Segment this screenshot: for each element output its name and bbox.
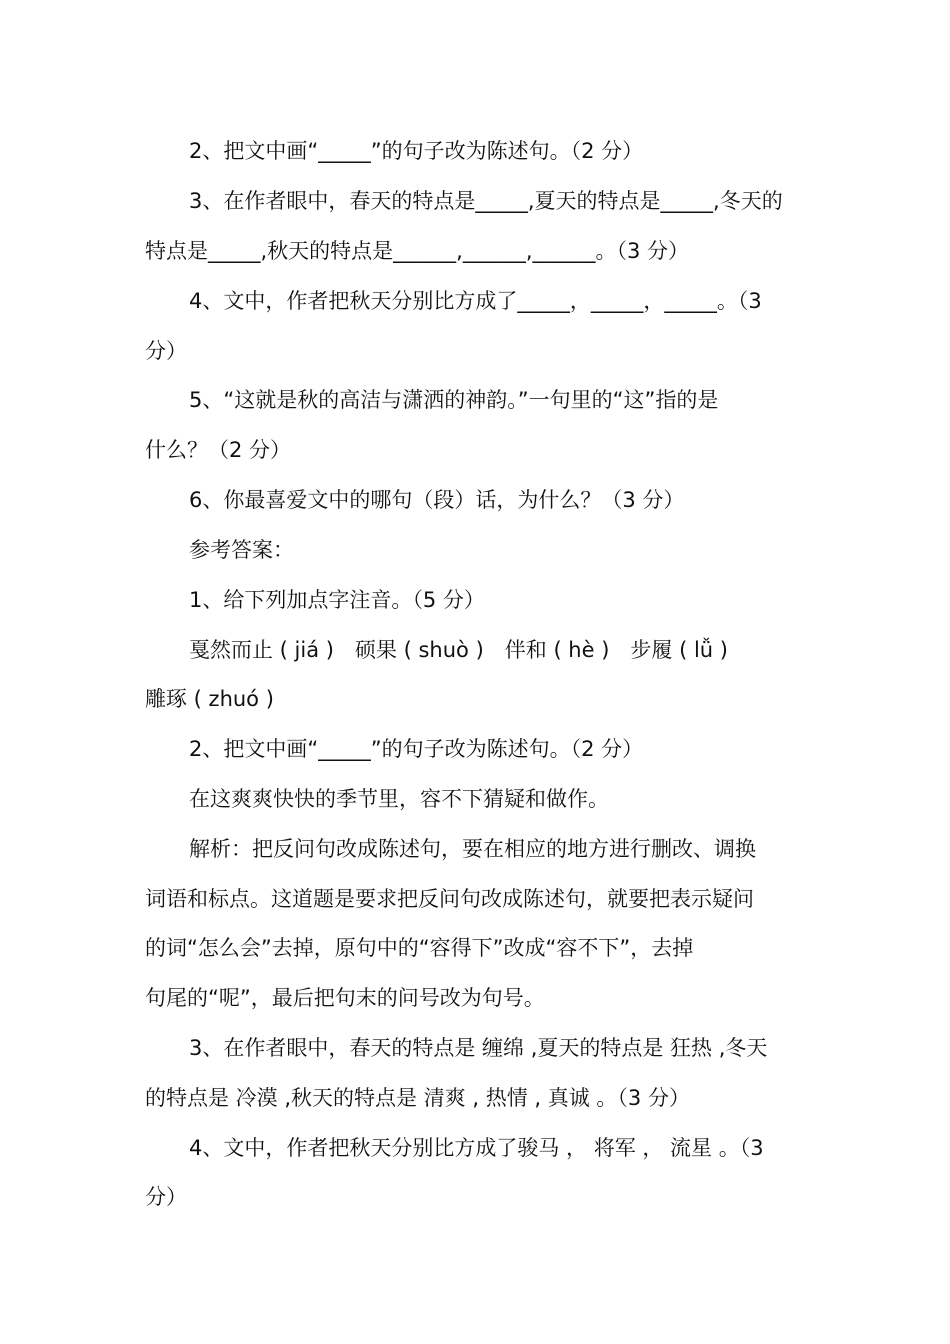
answer-2-explanation-line-4: 句尾的“呢”，最后把句末的问号改为句号。 bbox=[145, 986, 545, 1010]
answer-4-line-2: 分） bbox=[145, 1185, 187, 1209]
question-4-line-2: 分） bbox=[145, 339, 187, 363]
answer-2-explanation-line-1: 解析：把反问句改成陈述句，要在相应的地方进行删改、调换 bbox=[189, 837, 756, 861]
answer-1-line-1: 戛然而止 ( jiá ) 硕果 ( shuò ) 伴和 ( hè ) 步履 ( lǚ ) bbox=[189, 638, 728, 662]
answer-4-line-1: 4、文中，作者把秋天分别比方成了骏马 ， 将军 ， 流星 。（3 bbox=[189, 1136, 764, 1160]
answer-2-title: 2、把文中画“_____”的句子改为陈述句。（2 分） bbox=[189, 737, 644, 761]
answer-2-explanation-line-3: 的词“怎么会”去掉，原句中的“容得下”改成“容不下”，去掉 bbox=[145, 936, 694, 960]
question-2: 2、把文中画“_____”的句子改为陈述句。（2 分） bbox=[189, 139, 644, 163]
answer-1-line-2: 雕琢 ( zhuó ) bbox=[145, 687, 274, 711]
answer-1-title: 1、给下列加点字注音。（5 分） bbox=[189, 588, 485, 612]
answer-3-line-1: 3、在作者眼中，春天的特点是 缠绵 ,夏天的特点是 狂热 ,冬天 bbox=[189, 1036, 768, 1060]
question-3-line-2: 特点是_____,秋天的特点是______,______,______。（3 分） bbox=[145, 239, 690, 263]
question-3-line-1: 3、在作者眼中，春天的特点是_____,夏天的特点是_____,冬天的 bbox=[189, 189, 783, 213]
question-4-line-1: 4、文中，作者把秋天分别比方成了_____，_____，_____。（3 bbox=[189, 289, 762, 313]
question-6: 6、你最喜爱文中的哪句（段）话，为什么？（3 分） bbox=[189, 488, 685, 512]
question-5-line-1: 5、“这就是秋的高洁与潇洒的神韵。”一句里的“这”指的是 bbox=[189, 388, 719, 412]
answer-3-line-2: 的特点是 冷漠 ,秋天的特点是 清爽 , 热情 , 真诚 。（3 分） bbox=[145, 1086, 690, 1110]
answers-heading: 参考答案： bbox=[189, 538, 294, 562]
answer-2-text: 在这爽爽快快的季节里，容不下猜疑和做作。 bbox=[189, 787, 609, 811]
answer-2-explanation-line-2: 词语和标点。这道题是要求把反问句改成陈述句，就要把表示疑问 bbox=[145, 887, 754, 911]
question-5-line-2: 什么？（2 分） bbox=[145, 438, 292, 462]
